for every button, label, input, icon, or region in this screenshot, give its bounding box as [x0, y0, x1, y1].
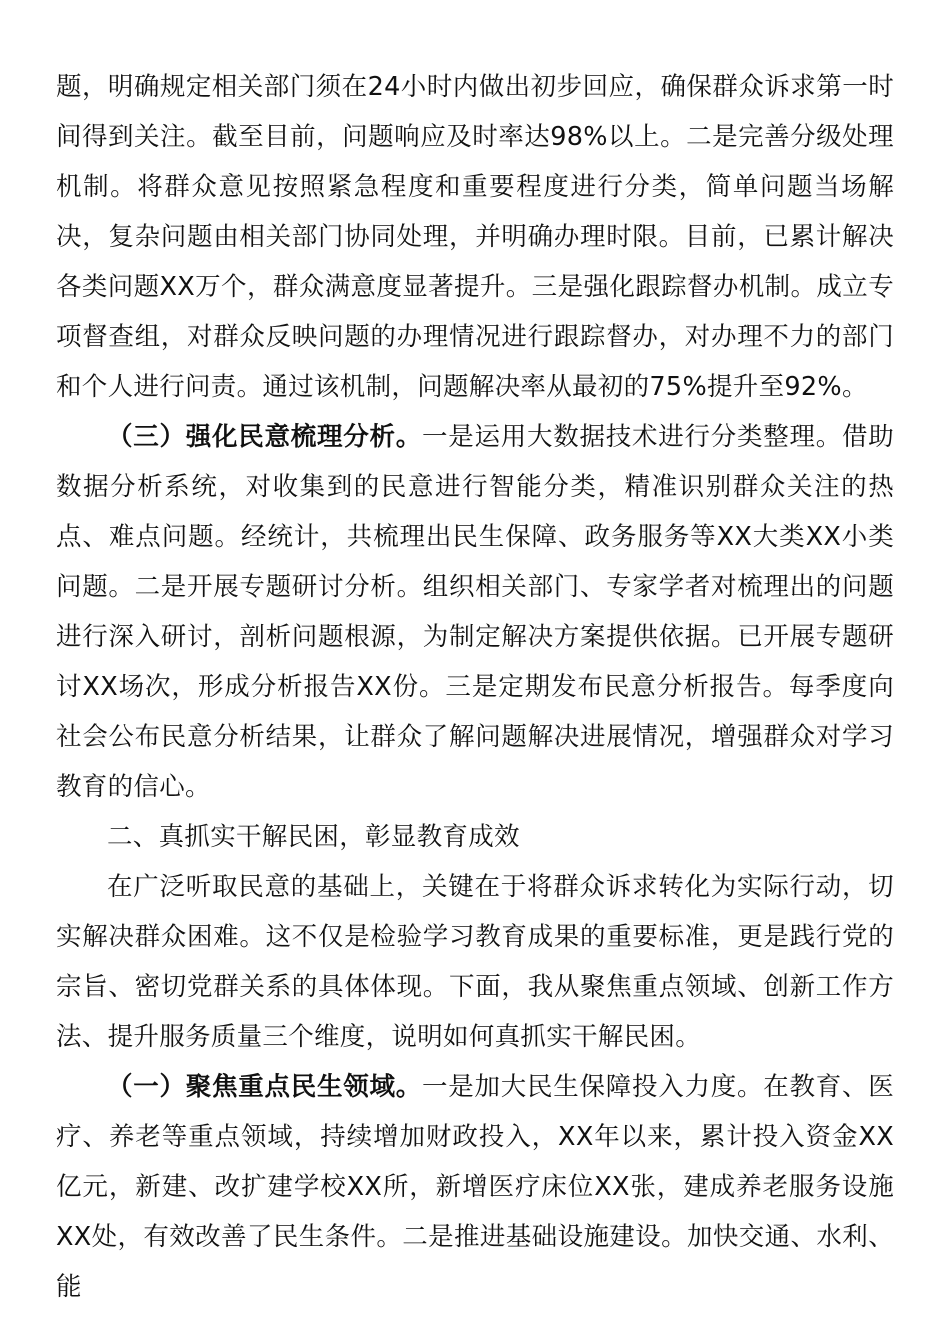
section-heading-2: 二、真抓实干解民困，彰显教育成效	[107, 822, 520, 852]
paragraph-continued: 题，明确规定相关部门须在24小时内做出初步回应，确保群众诉求第一时间得到关注。截至目前，问题响应及时率达98%以上。二是完善分级处理机制。将群众意见按照紧急程度和重要程度进行分类，简单问题当场解决，复杂问题由相关部门协同处理，并明确办理时限。目前，已累计解决各类问题XX万个，群众满意度显著提升。三是强化跟踪督办机制。成立专项督查组，对群众反映问题的办理情况进行跟踪督办，对办理不力的部门和个人进行问责。通过该机制，问题解决率从最初的75%提升至92%。	[56, 72, 894, 402]
paragraph-section-1	[56, 1062, 894, 1312]
document-page	[56, 62, 894, 1312]
subheading-livelihood: （一）聚焦重点民生领域。	[107, 1072, 422, 1102]
paragraph-body-analysis: 一是运用大数据技术进行分类整理。借助数据分析系统，对收集到的民意进行智能分类，精准识别群众关注的热点、难点问题。经统计，共梳理出民生保障、政务服务等XX大类XX小类问题。二是开展专题研讨分析。组织相关部门、专家学者对梳理出的问题进行深入研讨，剖析问题根源，为制定解决方案提供依据。已开展专题研讨XX场次，形成分析报告XX份。三是定期发布民意分析报告。每季度向社会公布民意分析结果，让群众了解问题解决进展情况，增强群众对学习教育的信心。	[56, 422, 894, 802]
subheading-analysis: （三）强化民意梳理分析。	[107, 422, 422, 452]
paragraph-intro-section-2: 在广泛听取民意的基础上，关键在于将群众诉求转化为实际行动，切实解决群众困难。这不仅是检验学习教育成果的重要标准，更是践行党的宗旨、密切党群关系的具体体现。下面，我从聚焦重点领域、创新工作方法、提升服务质量三个维度，说明如何真抓实干解民困。	[56, 872, 894, 1052]
paragraph-body-livelihood: 一是加大民生保障投入力度。在教育、医疗、养老等重点领域，持续增加财政投入，XX年以来，累计投入资金XX亿元，新建、改扩建学校XX所，新增医疗床位XX张，建成养老服务设施XX处，有效改善了民生条件。二是推进基础设施建设。加快交通、水利、能	[56, 1072, 894, 1302]
paragraph-section-3	[56, 412, 894, 812]
